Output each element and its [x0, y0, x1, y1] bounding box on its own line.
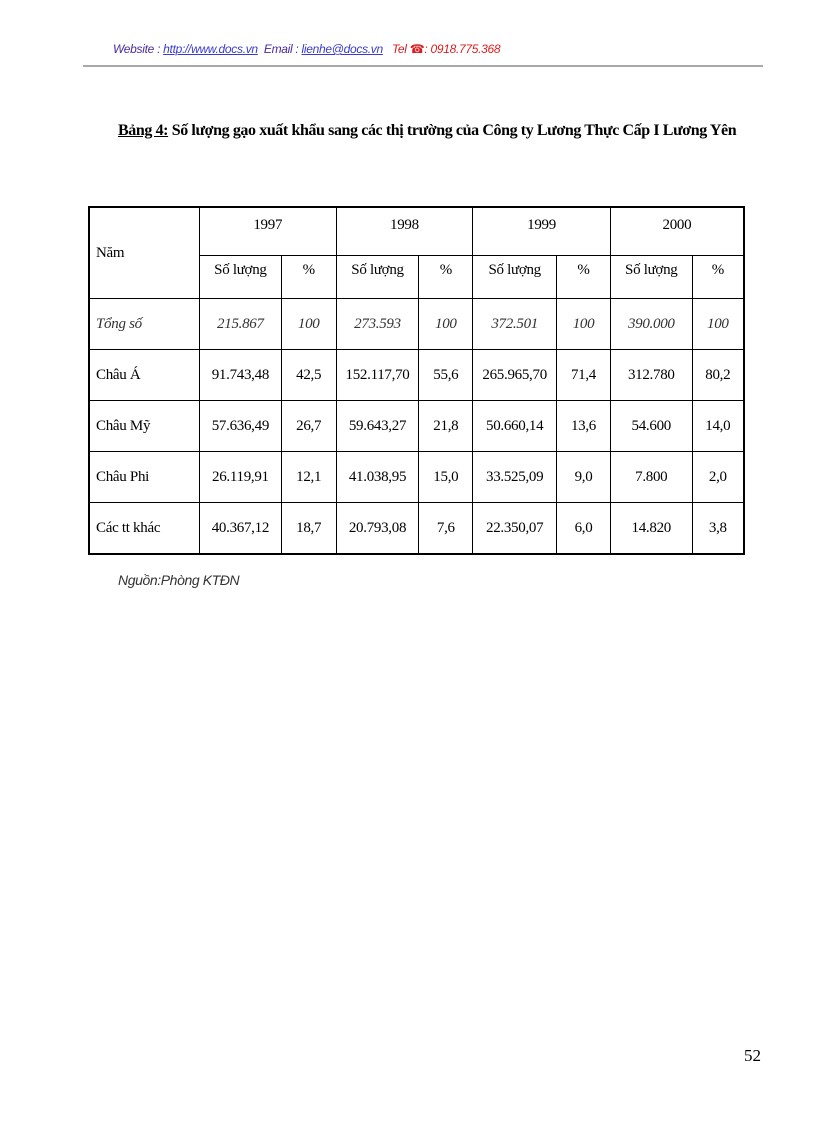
- row-label: Châu Mỹ: [89, 401, 199, 452]
- row-label: Châu Á: [89, 350, 199, 401]
- table-cell: 33.525,09: [473, 452, 557, 503]
- quantity-header: Số lượng: [610, 256, 692, 299]
- table-cell: 273.593: [336, 299, 419, 350]
- table-cell: 390.000: [610, 299, 692, 350]
- table-cell: 6,0: [557, 503, 611, 555]
- table-cell: 152.117,70: [336, 350, 419, 401]
- table-cell: 55,6: [419, 350, 473, 401]
- table-cell: 2,0: [692, 452, 744, 503]
- header-divider: [83, 65, 763, 67]
- table-cell: 50.660,14: [473, 401, 557, 452]
- table-cell: 21,8: [419, 401, 473, 452]
- table-cell: 57.636,49: [199, 401, 281, 452]
- table-cell: 71,4: [557, 350, 611, 401]
- percent-header: %: [281, 256, 336, 299]
- tel-number: : 0918.775.368: [424, 42, 501, 56]
- quantity-header: Số lượng: [473, 256, 557, 299]
- quantity-header: Số lượng: [336, 256, 419, 299]
- table-cell: 14,0: [692, 401, 744, 452]
- table-cell: 54.600: [610, 401, 692, 452]
- table-row: [89, 503, 744, 555]
- percent-header: %: [692, 256, 744, 299]
- year-header: 1997: [199, 207, 336, 256]
- tel-label: Tel: [392, 42, 407, 56]
- quantity-header: Số lượng: [199, 256, 281, 299]
- table-cell: 12,1: [281, 452, 336, 503]
- year-header: 1999: [473, 207, 611, 256]
- row-label: Các tt khác: [89, 503, 199, 555]
- table-row: [89, 350, 744, 401]
- table-cell: 41.038,95: [336, 452, 419, 503]
- percent-header: %: [557, 256, 611, 299]
- table-cell: 100: [557, 299, 611, 350]
- year-header: 2000: [610, 207, 744, 256]
- row-label: Châu Phi: [89, 452, 199, 503]
- table-cell: 15,0: [419, 452, 473, 503]
- table-row: [89, 401, 744, 452]
- website-label: Website :: [113, 42, 161, 56]
- table-cell: 13,6: [557, 401, 611, 452]
- table-cell: 312.780: [610, 350, 692, 401]
- table-cell: 26,7: [281, 401, 336, 452]
- table-title: [118, 122, 736, 140]
- page-header: [113, 42, 500, 56]
- page-number: 52: [744, 1046, 761, 1065]
- table-title-text: Số lượng gạo xuất khẩu sang các thị trường của Công ty Lương Thực Cấp I Lương Yên: [168, 122, 737, 139]
- source-note: Nguồn:Phòng KTĐN: [118, 572, 240, 588]
- corner-label: Năm: [89, 207, 199, 299]
- table-cell: 40.367,12: [199, 503, 281, 555]
- table-title-lead: Bảng 4:: [118, 122, 169, 139]
- table-cell: 59.643,27: [336, 401, 419, 452]
- header-row-years: [89, 207, 744, 256]
- year-header: 1998: [336, 207, 473, 256]
- table-cell: 9,0: [557, 452, 611, 503]
- table-cell: 3,8: [692, 503, 744, 555]
- table-cell: 18,7: [281, 503, 336, 555]
- table-cell: 265.965,70: [473, 350, 557, 401]
- table-cell: 100: [281, 299, 336, 350]
- phone-icon: ☎: [409, 42, 425, 56]
- table-cell: 100: [419, 299, 473, 350]
- table-cell: 100: [692, 299, 744, 350]
- table-cell: 42,5: [281, 350, 336, 401]
- table-row: [89, 452, 744, 503]
- table-cell: 91.743,48: [199, 350, 281, 401]
- percent-header: %: [419, 256, 473, 299]
- table-cell: 14.820: [610, 503, 692, 555]
- table-cell: 20.793,08: [336, 503, 419, 555]
- table-cell: 372.501: [473, 299, 557, 350]
- table-cell: 22.350,07: [473, 503, 557, 555]
- table-cell: 215.867: [199, 299, 281, 350]
- table-cell: 26.119,91: [199, 452, 281, 503]
- table-cell: 80,2: [692, 350, 744, 401]
- table-row-total: [89, 299, 744, 350]
- email-label: Email :: [263, 42, 299, 56]
- email-link[interactable]: lienhe@docs.vn: [301, 42, 383, 56]
- table-cell: 7,6: [419, 503, 473, 555]
- export-table: [88, 206, 745, 555]
- row-label: Tổng số: [89, 299, 199, 350]
- website-link[interactable]: http://www.docs.vn: [163, 42, 258, 56]
- table-cell: 7.800: [610, 452, 692, 503]
